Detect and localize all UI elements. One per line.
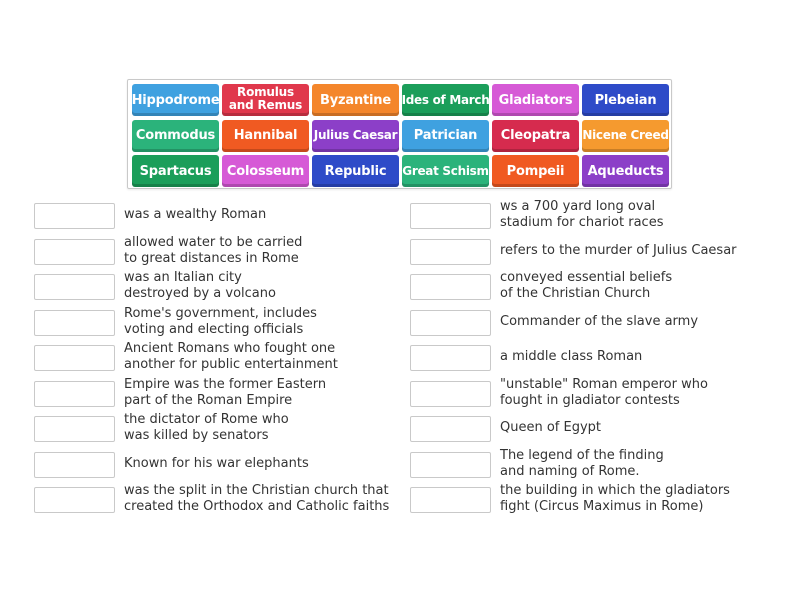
clue-line: a middle class Roman	[500, 349, 643, 364]
left-answer-slot[interactable]	[34, 416, 115, 442]
left-clue	[124, 377, 326, 409]
clue-line: was killed by senators	[124, 428, 269, 443]
right-clue	[500, 314, 698, 330]
left-answer-slot[interactable]	[34, 310, 115, 336]
word-tile-plebeian[interactable]: Plebeian	[582, 84, 669, 116]
word-tile-pompeii[interactable]: Pompeii	[492, 155, 579, 187]
clue-line: "unstable" Roman emperor who	[500, 376, 708, 392]
clue-line: refers to the murder of Julius Caesar	[500, 242, 737, 258]
right-clue	[500, 377, 708, 409]
clue-line: was an Italian city	[124, 270, 242, 285]
word-tile-gladiators[interactable]: Gladiators	[492, 84, 579, 116]
left-clue	[124, 235, 302, 267]
right-answer-slot[interactable]	[410, 487, 491, 513]
clue-line: fought in gladiator contests	[500, 392, 680, 408]
right-answer-slot[interactable]	[410, 416, 491, 442]
right-answer-slot[interactable]	[410, 310, 491, 336]
left-answer-slot[interactable]	[34, 487, 115, 513]
right-answer-slot[interactable]	[410, 381, 491, 407]
word-tile-ides-of-march[interactable]: Ides of March	[402, 84, 489, 116]
right-clue	[500, 349, 642, 365]
word-tile-nicene-creed[interactable]: Nicene Creed	[582, 120, 669, 152]
word-tile-aqueducts[interactable]: Aqueducts	[582, 155, 669, 187]
clue-line: voting and electing officials	[124, 321, 304, 337]
right-answer-slot[interactable]	[410, 345, 491, 371]
left-answer-slot[interactable]	[34, 239, 115, 265]
right-clue	[500, 483, 730, 515]
word-tile-julius-caesar[interactable]: Julius Caesar	[312, 120, 399, 152]
word-bank	[127, 79, 672, 189]
right-answer-slot[interactable]	[410, 239, 491, 265]
clue-line: the dictator of Rome who	[124, 412, 289, 427]
clue-line: stadium for chariot races	[500, 215, 664, 230]
clue-line: Queen of Egypt	[500, 420, 602, 435]
clue-line: allowed water to be carried	[124, 234, 303, 250]
clue-line: was a wealthy Roman	[124, 207, 267, 222]
clue-line: Known for his war elephants	[124, 455, 309, 471]
clue-line: created the Orthodox and Catholic faiths	[124, 499, 390, 514]
clue-line: The legend of the finding	[500, 447, 664, 463]
left-clue	[124, 207, 266, 223]
left-answer-slot[interactable]	[34, 345, 115, 371]
clue-line: to great distances in Rome	[124, 250, 299, 266]
clue-line: and naming of Rome.	[500, 463, 640, 479]
clue-line: the building in which the gladiators	[500, 483, 730, 498]
clue-line: was the split in the Christian church that	[124, 483, 389, 498]
right-clue	[500, 199, 663, 231]
clue-line: part of the Roman Empire	[124, 392, 293, 408]
clue-line: Commander of the slave army	[500, 313, 699, 329]
clue-line: Ancient Romans who fought one	[124, 341, 336, 356]
left-clue	[124, 306, 317, 338]
clue-line: of the Christian Church	[500, 286, 651, 301]
word-tile-commodus[interactable]: Commodus	[132, 120, 219, 152]
left-clue	[124, 412, 289, 444]
left-answer-slot[interactable]	[34, 274, 115, 300]
clue-line: another for public entertainment	[124, 357, 338, 372]
clue-line: conveyed essential beliefs	[500, 270, 673, 285]
word-tile-patrician[interactable]: Patrician	[402, 120, 489, 152]
right-answer-slot[interactable]	[410, 274, 491, 300]
word-tile-byzantine[interactable]: Byzantine	[312, 84, 399, 116]
clue-line: Empire was the former Eastern	[124, 376, 327, 392]
right-clue	[500, 270, 672, 302]
left-clue	[124, 483, 389, 515]
word-tile-hannibal[interactable]: Hannibal	[222, 120, 309, 152]
word-tile-romulus-and-remus[interactable]: Romulus and Remus	[222, 84, 309, 116]
word-tile-republic[interactable]: Republic	[312, 155, 399, 187]
clue-line: ws a 700 yard long oval	[500, 199, 656, 214]
word-tile-hippodrome[interactable]: Hippodrome	[132, 84, 219, 116]
left-clue	[124, 456, 309, 472]
left-answer-slot[interactable]	[34, 452, 115, 478]
word-tile-colosseum[interactable]: Colosseum	[222, 155, 309, 187]
word-tile-great-schism[interactable]: Great Schism	[402, 155, 489, 187]
right-answer-slot[interactable]	[410, 452, 491, 478]
left-answer-slot[interactable]	[34, 203, 115, 229]
right-clue	[500, 448, 664, 480]
left-answer-slot[interactable]	[34, 381, 115, 407]
right-answer-slot[interactable]	[410, 203, 491, 229]
word-tile-cleopatra[interactable]: Cleopatra	[492, 120, 579, 152]
right-clue	[500, 420, 601, 436]
left-clue	[124, 341, 338, 373]
clue-line: fight (Circus Maximus in Rome)	[500, 499, 704, 514]
right-clue	[500, 243, 737, 259]
clue-line: Rome's government, includes	[124, 305, 317, 321]
word-tile-spartacus[interactable]: Spartacus	[132, 155, 219, 187]
left-clue	[124, 270, 276, 302]
clue-line: destroyed by a volcano	[124, 286, 276, 301]
